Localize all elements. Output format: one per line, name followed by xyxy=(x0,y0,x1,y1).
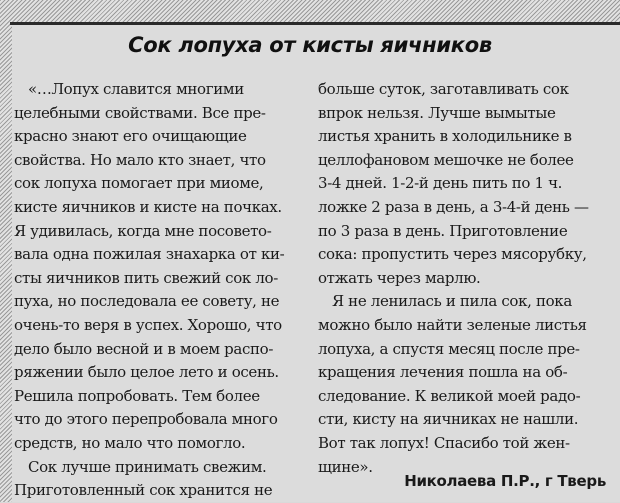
left-hatch-border xyxy=(0,0,12,502)
text-line: Я не ленилась и пила сок, пока xyxy=(332,292,572,311)
top-hatch-border xyxy=(0,0,620,24)
text-line: Вот так лопух! Спасибо той жен- xyxy=(318,433,570,452)
text-line: ложке 2 раза в день, а 3-4-й день — xyxy=(318,197,589,216)
article-title: Сок лопуха от кисты яичников xyxy=(128,33,492,57)
text-line: 3-4 дней. 1-2-й день пить по 1 ч. xyxy=(318,174,563,193)
text-line: Я удивилась, когда мне посовето- xyxy=(14,221,272,240)
text-line: по 3 раза в день. Приготовление xyxy=(318,221,568,240)
text-line: кращения лечения пошла на об- xyxy=(318,363,568,382)
text-line: Сок лучше принимать свежим. xyxy=(28,457,267,476)
text-line: отжать через марлю. xyxy=(318,268,481,287)
text-line: средств, но мало что помогло. xyxy=(14,433,246,452)
text-line: свойства. Но мало кто знает, что xyxy=(14,150,266,169)
right-column xyxy=(318,78,589,479)
text-line: пуха, но последовала ее совету, не xyxy=(14,292,280,311)
text-line: Решила попробовать. Тем более xyxy=(14,386,260,405)
text-line: щине». xyxy=(318,457,373,476)
text-line: Приготовленный сок хранится не xyxy=(14,481,273,500)
author-signature: Николаева П.Р., г Тверь xyxy=(404,472,606,490)
text-line: сока: пропустить через мясорубку, xyxy=(318,245,587,264)
text-line: сти, кисту на яичниках не нашли. xyxy=(318,410,579,429)
text-line: что до этого перепробовала много xyxy=(14,410,278,429)
text-line: вала одна пожилая знахарка от ки- xyxy=(14,245,285,264)
text-line: лопуха, а спустя месяц после пре- xyxy=(318,339,580,358)
left-column xyxy=(14,78,284,503)
text-line: можно было найти зеленые листья xyxy=(318,315,587,334)
text-line: очень-то веря в успех. Хорошо, что xyxy=(14,315,282,334)
text-line: сты яичников пить свежий сок ло- xyxy=(14,268,278,287)
text-line: впрок нельзя. Лучше вымытые xyxy=(318,103,556,122)
text-line: листья хранить в холодильнике в xyxy=(318,127,572,146)
text-line: ряжении было целое лето и осень. xyxy=(14,363,279,382)
text-line: целлофановом мешочке не более xyxy=(318,150,574,169)
text-line: кисте яичников и кисте на почках. xyxy=(14,197,282,216)
text-line: целебными свойствами. Все пре- xyxy=(14,103,266,122)
text-line: сок лопуха помогает при миоме, xyxy=(14,174,264,193)
text-line: больше суток, заготавливать сок xyxy=(318,80,569,98)
text-line: красно знают его очищающие xyxy=(14,127,247,146)
text-line: «…Лопух славится многими xyxy=(28,80,244,98)
text-line: дело было весной и в моем распо- xyxy=(14,339,274,358)
text-line: следование. К великой моей радо- xyxy=(318,386,581,405)
